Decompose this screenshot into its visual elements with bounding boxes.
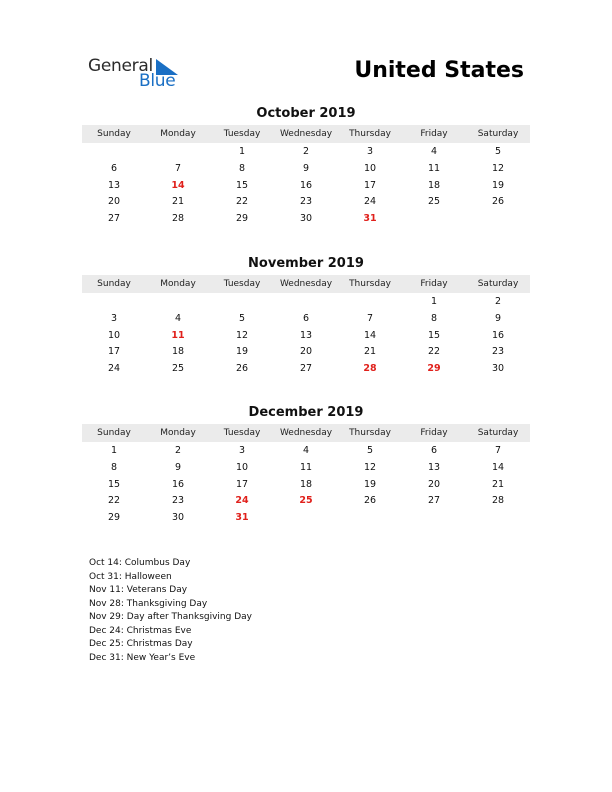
day-cell: 2 bbox=[494, 296, 502, 307]
day-cell: 6 bbox=[110, 162, 118, 174]
weekday-label: Saturday bbox=[477, 428, 519, 438]
weekday-label: Wednesday bbox=[279, 279, 333, 289]
holiday-list-item: Nov 29: Day after Thanksgiving Day bbox=[89, 612, 252, 622]
month-weeks bbox=[82, 144, 530, 228]
day-cell: 16 bbox=[491, 329, 505, 341]
month-weeks bbox=[82, 294, 530, 378]
day-cell: 8 bbox=[238, 162, 246, 174]
holiday-list bbox=[89, 557, 252, 665]
weekday-label: Tuesday bbox=[223, 279, 261, 289]
day-cell bbox=[466, 510, 530, 527]
day-cell bbox=[338, 510, 402, 527]
month-november bbox=[82, 255, 530, 378]
weekday-label: Thursday bbox=[349, 279, 391, 289]
week-row bbox=[82, 460, 530, 477]
day-cell: 5 bbox=[494, 146, 502, 157]
holiday-list-item: Nov 11: Veterans Day bbox=[89, 585, 188, 595]
day-cell: 20 bbox=[299, 346, 313, 358]
day-cell bbox=[338, 294, 402, 311]
day-cell: 13 bbox=[427, 461, 441, 473]
day-cell bbox=[82, 144, 146, 161]
day-cell: 22 bbox=[235, 196, 249, 208]
day-cell: 28 bbox=[491, 495, 505, 507]
day-cell: 23 bbox=[171, 495, 185, 507]
day-cell bbox=[146, 294, 210, 311]
day-cell: 18 bbox=[171, 346, 185, 358]
day-cell: 27 bbox=[107, 213, 121, 225]
day-cell: 5 bbox=[366, 445, 374, 456]
day-cell: 24 bbox=[363, 196, 377, 208]
day-cell: 29 bbox=[107, 512, 121, 524]
day-cell: 13 bbox=[299, 329, 313, 341]
weekday-label: Tuesday bbox=[223, 428, 261, 438]
day-cell: 22 bbox=[427, 346, 441, 358]
day-cell: 6 bbox=[302, 312, 310, 324]
day-cell: 1 bbox=[238, 146, 246, 157]
day-cell: 18 bbox=[427, 179, 441, 191]
day-cell: 24 bbox=[107, 363, 121, 375]
day-cell: 9 bbox=[302, 162, 310, 174]
month-title: November 2019 bbox=[248, 256, 364, 271]
day-cell: 3 bbox=[238, 445, 246, 456]
week-row bbox=[82, 178, 530, 195]
weekday-label: Tuesday bbox=[223, 129, 261, 139]
weekday-label: Friday bbox=[420, 129, 448, 139]
holiday-day-cell: 11 bbox=[171, 329, 185, 341]
day-cell: 4 bbox=[430, 146, 438, 157]
day-cell: 17 bbox=[363, 179, 377, 191]
day-cell: 25 bbox=[427, 196, 441, 208]
week-row bbox=[82, 328, 530, 345]
day-cell: 26 bbox=[363, 495, 377, 507]
holiday-day-cell: 31 bbox=[363, 213, 377, 225]
holiday-list-item: Dec 25: Christmas Day bbox=[89, 639, 193, 649]
day-cell: 10 bbox=[235, 461, 249, 473]
day-cell: 21 bbox=[363, 346, 377, 358]
day-cell: 10 bbox=[363, 162, 377, 174]
day-cell: 4 bbox=[302, 445, 310, 456]
weekday-label: Sunday bbox=[97, 129, 131, 139]
day-cell: 21 bbox=[171, 196, 185, 208]
week-row bbox=[82, 443, 530, 460]
holiday-day-cell: 24 bbox=[235, 495, 249, 507]
day-cell bbox=[146, 144, 210, 161]
weekday-label: Friday bbox=[420, 428, 448, 438]
day-cell: 20 bbox=[107, 196, 121, 208]
weekday-label: Thursday bbox=[349, 129, 391, 139]
day-cell: 19 bbox=[235, 346, 249, 358]
weekday-header bbox=[82, 275, 530, 293]
day-cell: 10 bbox=[107, 329, 121, 341]
logo-text-general: General bbox=[88, 56, 153, 76]
holiday-list-item: Dec 24: Christmas Eve bbox=[89, 625, 192, 636]
day-cell: 9 bbox=[174, 461, 182, 473]
day-cell: 1 bbox=[110, 445, 118, 456]
day-cell: 17 bbox=[107, 346, 121, 358]
day-cell: 17 bbox=[235, 478, 249, 490]
weekday-label: Sunday bbox=[97, 279, 131, 289]
day-cell: 11 bbox=[427, 162, 441, 174]
day-cell: 15 bbox=[235, 179, 249, 191]
weekday-label: Wednesday bbox=[279, 129, 333, 139]
day-cell: 18 bbox=[299, 478, 313, 490]
day-cell: 12 bbox=[363, 461, 377, 473]
day-cell: 28 bbox=[171, 213, 185, 225]
day-cell: 30 bbox=[171, 512, 185, 524]
day-cell bbox=[274, 510, 338, 527]
week-row bbox=[82, 211, 530, 228]
day-cell: 8 bbox=[430, 312, 438, 324]
day-cell: 4 bbox=[174, 312, 182, 324]
day-cell: 7 bbox=[174, 162, 182, 174]
day-cell bbox=[82, 294, 146, 311]
weekday-header bbox=[82, 125, 530, 143]
day-cell: 3 bbox=[110, 312, 118, 324]
day-cell: 5 bbox=[238, 312, 246, 324]
day-cell: 23 bbox=[491, 346, 505, 358]
holiday-day-cell: 14 bbox=[171, 179, 185, 191]
week-row bbox=[82, 510, 530, 527]
month-weeks bbox=[82, 443, 530, 527]
day-cell: 26 bbox=[235, 363, 249, 375]
day-cell: 25 bbox=[171, 363, 185, 375]
day-cell: 15 bbox=[427, 329, 441, 341]
holiday-list-item: Nov 28: Thanksgiving Day bbox=[89, 598, 208, 609]
day-cell: 21 bbox=[491, 478, 505, 490]
day-cell: 23 bbox=[299, 196, 313, 208]
month-december bbox=[82, 404, 530, 527]
day-cell: 30 bbox=[299, 213, 313, 225]
weekday-label: Wednesday bbox=[279, 428, 333, 438]
weekday-label: Friday bbox=[420, 279, 448, 289]
day-cell: 8 bbox=[110, 461, 118, 473]
week-row bbox=[82, 477, 530, 494]
day-cell: 27 bbox=[427, 495, 441, 507]
holiday-day-cell: 29 bbox=[427, 363, 441, 375]
day-cell: 6 bbox=[430, 445, 438, 456]
week-row bbox=[82, 493, 530, 510]
month-title: October 2019 bbox=[256, 106, 356, 121]
month-october bbox=[82, 105, 530, 228]
holiday-list-item: Oct 14: Columbus Day bbox=[89, 558, 191, 568]
day-cell: 7 bbox=[494, 445, 502, 456]
weekday-label: Sunday bbox=[97, 428, 131, 438]
day-cell: 15 bbox=[107, 478, 121, 490]
day-cell: 26 bbox=[491, 196, 505, 208]
day-cell: 20 bbox=[427, 478, 441, 490]
weekday-label: Saturday bbox=[477, 129, 519, 139]
logo-text-blue: Blue bbox=[139, 71, 176, 91]
day-cell bbox=[402, 510, 466, 527]
day-cell: 16 bbox=[299, 179, 313, 191]
week-row bbox=[82, 344, 530, 361]
day-cell bbox=[402, 211, 466, 228]
day-cell: 9 bbox=[494, 312, 502, 324]
weekday-label: Monday bbox=[160, 129, 196, 139]
week-row bbox=[82, 294, 530, 311]
generalblue-logo bbox=[88, 56, 188, 94]
day-cell: 30 bbox=[491, 363, 505, 375]
month-title: December 2019 bbox=[248, 405, 364, 420]
holiday-day-cell: 28 bbox=[363, 363, 377, 375]
holiday-day-cell: 31 bbox=[235, 512, 249, 524]
day-cell: 2 bbox=[302, 146, 310, 157]
day-cell: 16 bbox=[171, 478, 185, 490]
day-cell: 14 bbox=[363, 329, 377, 341]
day-cell bbox=[466, 211, 530, 228]
week-row bbox=[82, 311, 530, 328]
day-cell: 29 bbox=[235, 213, 249, 225]
week-row bbox=[82, 161, 530, 178]
holiday-list-item: Oct 31: Halloween bbox=[89, 571, 172, 582]
country-title: United States bbox=[354, 58, 524, 83]
day-cell: 3 bbox=[366, 146, 374, 157]
weekday-label: Monday bbox=[160, 428, 196, 438]
day-cell: 14 bbox=[491, 461, 505, 473]
day-cell: 12 bbox=[235, 329, 249, 341]
day-cell: 1 bbox=[430, 296, 438, 307]
day-cell: 22 bbox=[107, 495, 121, 507]
day-cell bbox=[274, 294, 338, 311]
day-cell: 19 bbox=[491, 179, 505, 191]
holiday-list-item: Dec 31: New Year’s Eve bbox=[89, 652, 196, 663]
weekday-label: Thursday bbox=[349, 428, 391, 438]
weekday-label: Monday bbox=[160, 279, 196, 289]
day-cell bbox=[210, 294, 274, 311]
day-cell: 13 bbox=[107, 179, 121, 191]
day-cell: 7 bbox=[366, 312, 374, 324]
holiday-day-cell: 25 bbox=[299, 495, 313, 507]
weekday-header bbox=[82, 424, 530, 442]
week-row bbox=[82, 194, 530, 211]
week-row bbox=[82, 361, 530, 378]
day-cell: 2 bbox=[174, 445, 182, 456]
day-cell: 27 bbox=[299, 363, 313, 375]
day-cell: 12 bbox=[491, 162, 505, 174]
week-row bbox=[82, 144, 530, 161]
day-cell: 11 bbox=[299, 461, 313, 473]
weekday-label: Saturday bbox=[477, 279, 519, 289]
day-cell: 19 bbox=[363, 478, 377, 490]
